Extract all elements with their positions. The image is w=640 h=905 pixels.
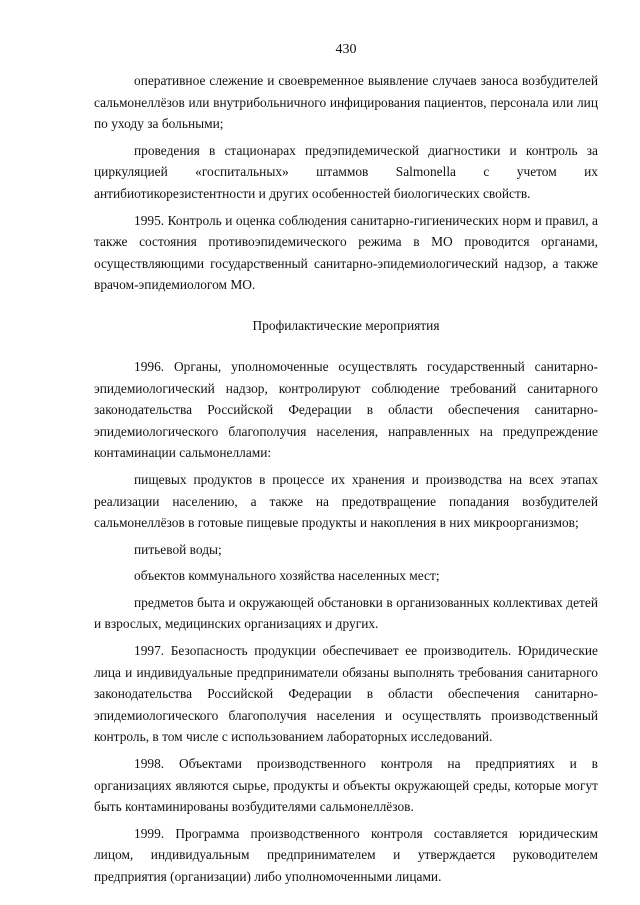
paragraph-monitoring: оперативное слежение и своевременное выявление случаев заноса возбудителей сальмонеллёзов или внутрибольничного инфицирования пациентов, персонала или лиц по уходу за больными; [94,73,598,132]
paragraph-1997: 1997. Безопасность продукции обеспечивает ее производитель. Юридические лица и индивидуальные предприниматели обязаны выполнять требования санитарного законодательства Российской Федерации в области обеспечения санитарно-эпидемиологического благополучия населения и осуществлять производственный контроль, в том числе с использованием лабораторных исследований. [94,643,598,745]
paragraph-household-items: предметов быта и окружающей обстановки в организованных коллективах детей и взрослых, медицинских организациях и других. [94,594,598,632]
paragraph-food-products: пищевых продуктов в процессе их хранения и производства на всех этапах реализации населению, а также на предотвращение попадания возбудителей сальмонеллёзов в готовые пищевые продукты и накопления в них микроорганизмов; [94,471,598,531]
paragraph-1999: 1999. Программа производственного контроля составляется юридическим лицом, индивидуальным предпринимателем и утверждается руководителем предприятия (организации) либо уполномоченными лицами. [94,825,598,884]
page-number: 430 [335,42,357,57]
paragraph-1996: 1996. Органы, уполномоченные осуществлять государственный санитарно-эпидемиологический надзор, контролируют соблюдение требований санитарного законодательства Российской Федерации в области обеспечения санитарно-эпидемиологического благополучия населения, направленных на предупреждение контаминации сальмонеллами: [94,358,598,461]
paragraph-drinking-water: питьевой воды; [134,541,222,557]
paragraph-diagnostics: проведения в стационарах предэпидемической диагностики и контроль за циркуляцией «госпитальных» штаммов Salmonella с учетом их антибиотикорезистентности и других особенностей биологических свойств. [94,142,598,201]
paragraph-communal-objects: объектов коммунального хозяйства населенных мест; [134,568,440,584]
paragraph-1998: 1998. Объектами производственного контроля на предприятиях и в организациях являются сырье, продукты и объекты окружающей среды, которые могут быть контаминированы возбудителями сальмонеллёзов. [94,756,598,815]
section-heading: Профилактические мероприятия [252,317,440,333]
paragraph-1995: 1995. Контроль и оценка соблюдения санитарно-гигиенических норм и правил, а также состояния противоэпидемического режима в МО проводится органами, осуществляющими государственный санитарно-эпидемиологический надзор, а также врачом-эпидемиологом МО. [94,212,598,293]
